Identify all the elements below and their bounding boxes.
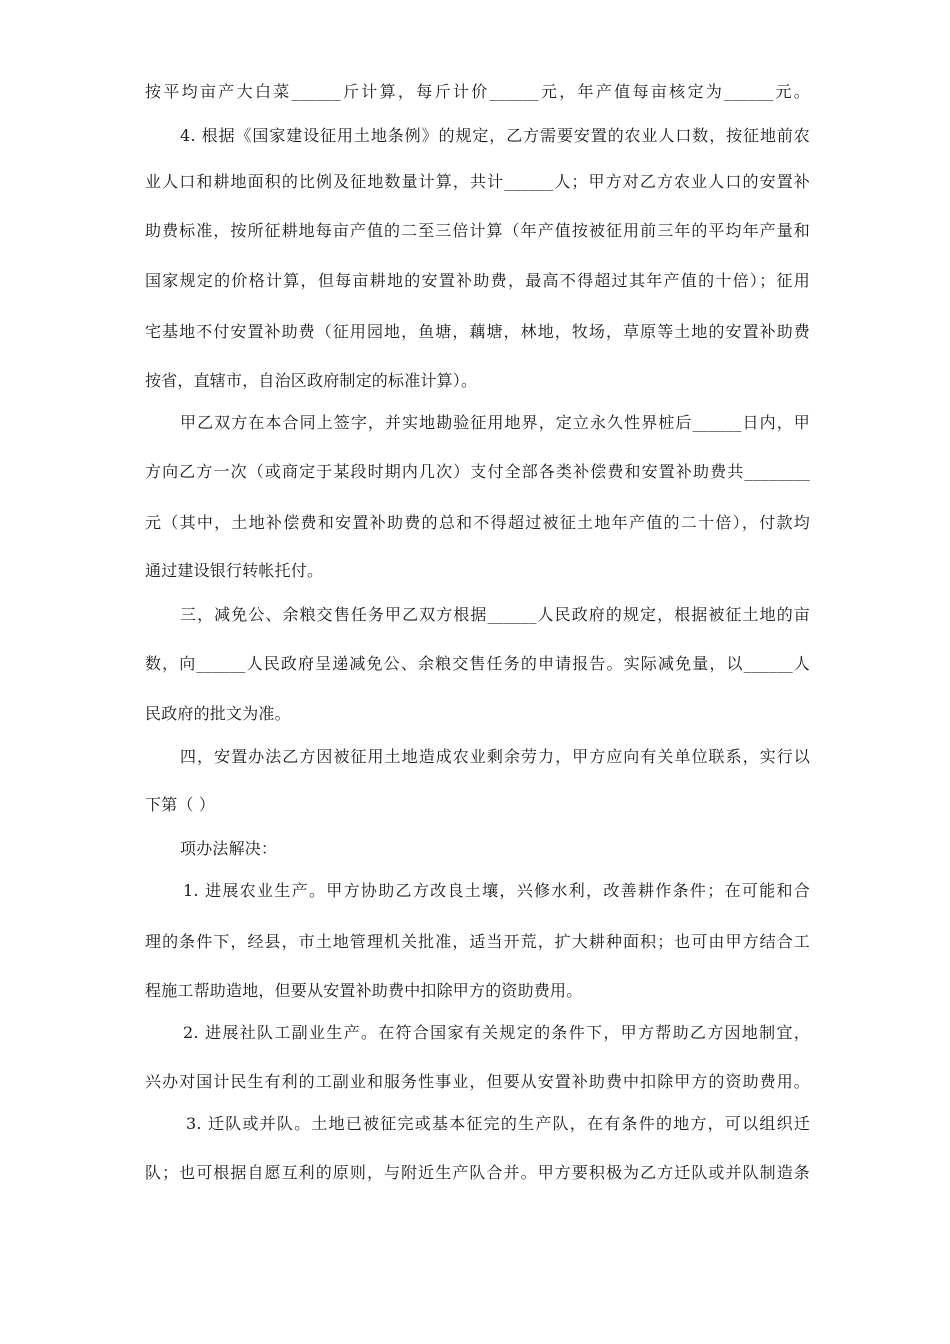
text-line: 2. 进展社队工副业生产。在符合国家有关规定的条件下，甲方帮助乙方因地制宜，	[183, 1023, 810, 1042]
text-line: 宅基地不付安置补助费（征用园地，鱼塘，藕塘，林地，牧场，草原等土地的安置补助费	[145, 322, 810, 341]
text-line: 数，向______人民政府呈递减免公、余粮交售任务的申请报告。实际减免量，以______人	[145, 654, 810, 673]
text-line: 项办法解决：	[180, 839, 278, 858]
text-line: 1. 进展农业生产。甲方协助乙方改良土壤，兴修水利，改善耕作条件；在可能和合	[183, 881, 810, 900]
text-line: 队；也可根据自愿互利的原则，与附近生产队合并。甲方要积极为乙方迁队或并队制造条	[145, 1163, 810, 1182]
text-line: 元（其中，土地补偿费和安置补助费的总和不得超过被征土地年产值的二十倍），付款均	[145, 513, 810, 532]
text-line: 程施工帮助造地，但要从安置补助费中扣除甲方的资助费用。	[145, 981, 583, 1000]
text-line: 民政府的批文为准。	[145, 704, 291, 723]
text-line: 按平均亩产大白菜______斤计算，每斤计价______元，年产值每亩核定为______元。	[145, 82, 810, 101]
text-line: 理的条件下，经县，市土地管理机关批准，适当开荒，扩大耕种面积；也可由甲方结合工	[145, 932, 810, 951]
text-line: 国家规定的价格计算，但每亩耕地的安置补助费，最高不得超过其年产值的十倍）；征用	[145, 271, 810, 290]
text-line: 通过建设银行转帐托付。	[145, 561, 324, 580]
text-line: 4. 根据《国家建设征用土地条例》的规定，乙方需要安置的农业人口数，按征地前农	[180, 126, 810, 145]
text-line: 业人口和耕地面积的比例及征地数量计算，共计______人；甲方对乙方农业人口的安置补	[145, 172, 810, 191]
text-line: 三，减免公、余粮交售任务甲乙双方根据______人民政府的规定，根据被征土地的亩	[180, 605, 810, 624]
text-line: 兴办对国计民生有利的工副业和服务性事业，但要从安置补助费中扣除甲方的资助费用。	[145, 1072, 810, 1091]
text-line: 四，安置办法乙方因被征用土地造成农业剩余劳力，甲方应向有关单位联系，实行以	[180, 747, 810, 766]
text-line: 按省，直辖市，自治区政府制定的标准计算）。	[145, 371, 478, 390]
text-line: 甲乙双方在本合同上签字，并实地勘验征用地界，定立永久性界桩后______日内，甲	[180, 413, 810, 432]
text-line: 助费标准，按所征耕地每亩产值的二至三倍计算（年产值按被征用前三年的平均年产量和	[145, 221, 810, 240]
text-line: 方向乙方一次（或商定于某段时期内几次）支付全部各类补偿费和安置补助费共________	[145, 462, 810, 481]
text-line: 下第（ ）	[145, 795, 216, 814]
text-line: 3. 迁队或并队。土地已被征完或基本征完的生产队，在有条件的地方，可以组织迁	[186, 1114, 810, 1133]
